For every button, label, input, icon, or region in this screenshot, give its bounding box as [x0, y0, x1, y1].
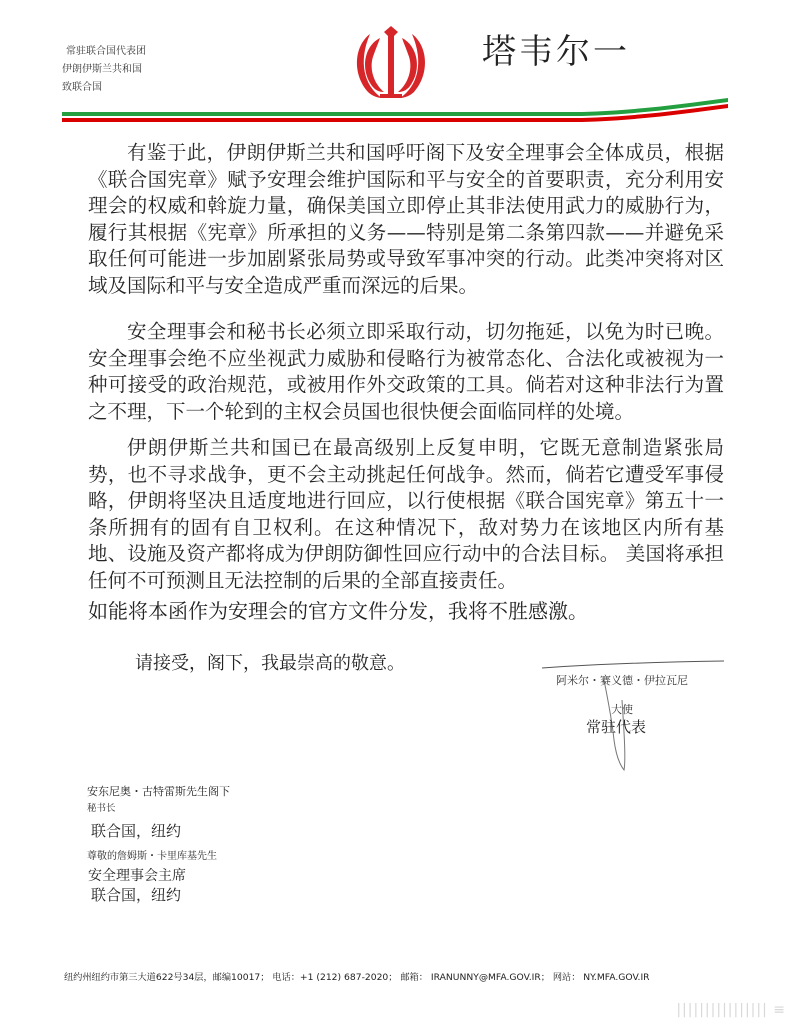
distribution-request: 如能将本函作为安理会的官方文件分发，我将不胜感激。	[88, 599, 588, 623]
document-title: 塔韦尔一	[482, 32, 630, 72]
paragraph-1-text: 有鉴于此，伊朗伊斯兰共和国呼吁阁下及安全理事会全体成员，根据《联合国宪章》赋予安理会维护国际和平与安全的首要职责，充分利用安理会的权威和斡旋力量，确保美国立即停止其非法使用武力的威胁行为，履行其根据《宪章》所承担的义务——特别是第二条第四款——并避免采取任何可能进一步加剧紧张局势或导致军事冲突的行动。此类冲突将对区域及国际和平与安全造成严重而深远的后果。	[88, 141, 724, 297]
letterhead-footer	[64, 969, 650, 983]
flag-stripe-divider	[62, 98, 728, 122]
closing-salutation: 请接受，阁下，我最崇高的敬意。	[135, 653, 405, 674]
watermark: |||||||||||||||| ≡	[676, 1002, 786, 1018]
addressee-sg-place: 联合国，纽约	[91, 822, 182, 840]
addressee-president-title: 安全理事会主席	[88, 868, 186, 884]
addressee-sg-name: 安东尼奥・古特雷斯先生阁下	[87, 785, 230, 798]
mission-line-1: 常驻联合国代表团	[66, 46, 146, 57]
signatory-role: 常驻代表	[586, 718, 647, 736]
footer-address: 纽约州纽约市第三大道622号34层，邮编10017；	[64, 972, 270, 983]
addressee-president-name: 尊敬的詹姆斯・卡里库基先生	[87, 851, 217, 862]
footer-phone: 电话：+1 (212) 687-2020；	[272, 972, 398, 983]
paragraph-2-text: 安全理事会和秘书长必须立即采取行动，切勿拖延，以免为时已晚。安全理事会绝不应坐视武力威胁和侵略行为被常态化、合法化或被视为一种可接受的政治规范，或被用作外交政策的工具。倘若对这种非法行为置之不理，下一个轮到的主权会员国也很快便会面临同样的处境。	[88, 320, 724, 423]
mission-line-3: 致联合国	[62, 82, 102, 93]
mission-line-2: 伊朗伊斯兰共和国	[62, 64, 142, 75]
paragraph-3-text: 伊朗伊斯兰共和国已在最高级别上反复申明，它既无意制造紧张局势，也不寻求战争，更不会主动挑起任何战争。然而，倘若它遭受军事侵略，伊朗将坚决且适度地进行回应，以行使根据《联合国宪章》第五十一条所拥有的固有自卫权利。在这种情况下，敌对势力在该地区内所有基地、设施及资产都将成为伊朗防御性回应行动中的合法目标。 美国将承担任何不可预测且无法控制的后果的全部直接责任。	[88, 436, 724, 592]
footer-email: 邮箱： IRANUNNY@MFA.GOV.IR；	[400, 972, 550, 983]
paragraph-3	[88, 435, 724, 594]
signatory-rank: 大使	[611, 703, 633, 716]
addressee-sg-title: 秘书长	[87, 803, 116, 814]
addressee-president-place: 联合国，纽约	[91, 886, 182, 904]
iran-emblem-icon	[350, 26, 432, 102]
signatory-name: 阿米尔・赛义德・伊拉瓦尼	[556, 674, 688, 687]
flag-stripe-green	[62, 98, 728, 116]
paragraph-2	[88, 319, 724, 425]
paragraph-1	[88, 140, 724, 299]
footer-website: 网站： NY.MFA.GOV.IR	[552, 972, 650, 983]
